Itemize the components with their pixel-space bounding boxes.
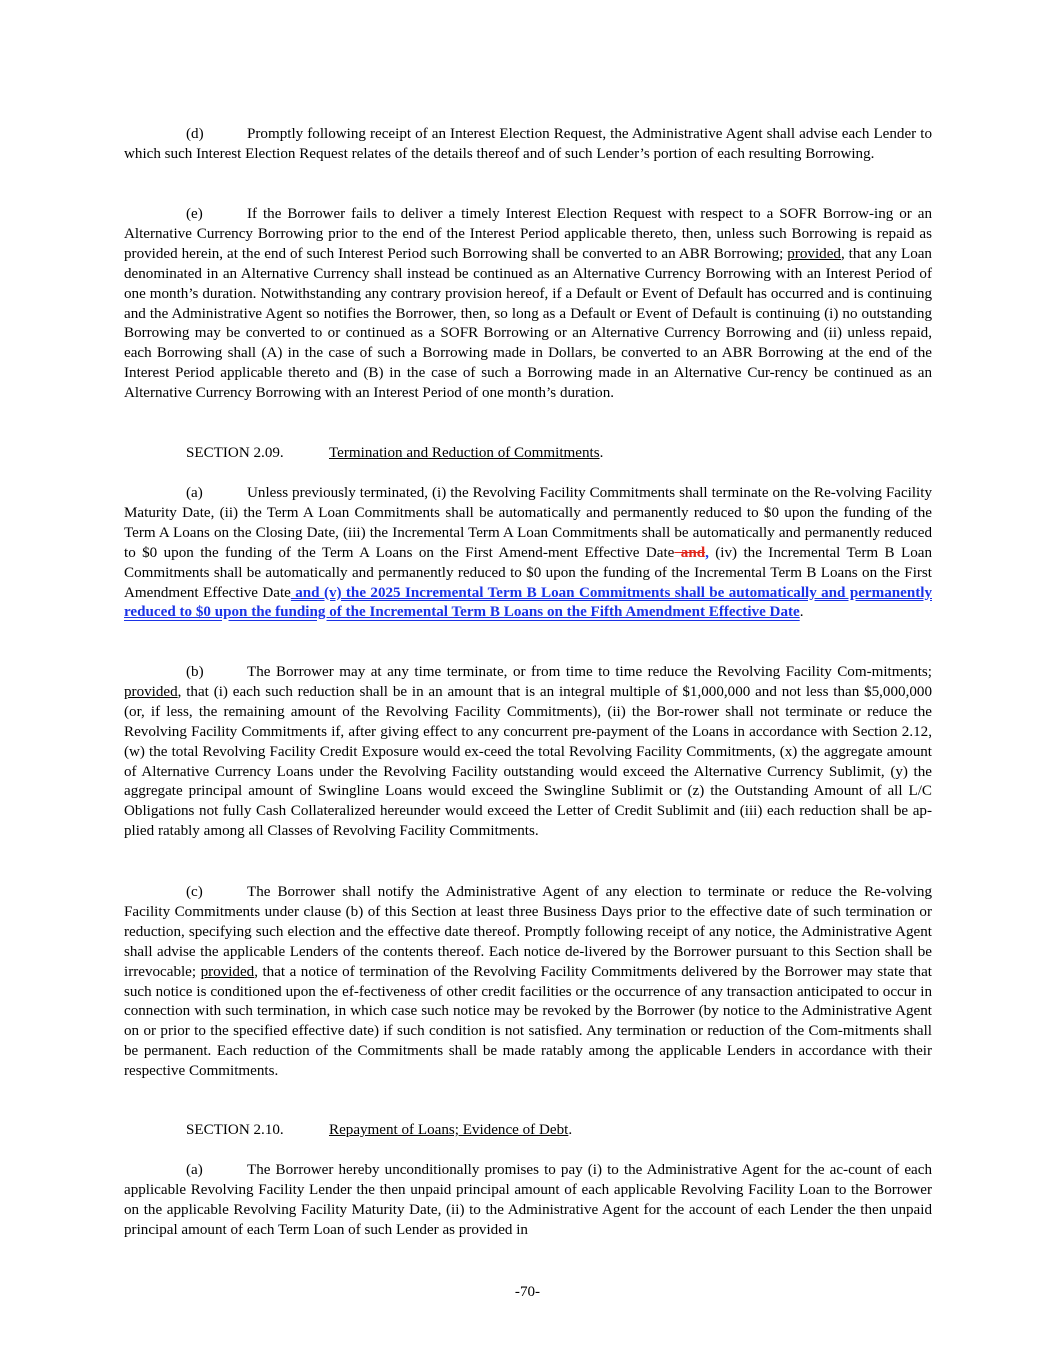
paragraph-text: The Borrower shall notify the Administrative Agent of any election to terminate or reduce the Re-volving Facility Commitments under clause (b) of this Section at least three Business Days prior to the effective date of such termination or reduction, specifying such election and the effective date thereof. Promptly following receipt of any notice, the Administrative Agent shall advise the applicable Lenders of the contents thereof. Each notice de-livered by the Borrower pursuant to this Section shall be irrevocable;	[124, 884, 932, 980]
paragraph-text: , that any Loan denominated in an Alternative Currency shall instead be continued as an Alternative Currency Borrowing with an Interest Period of one month’s duration. Notwithstanding any contrary provision hereof, if a Default or Event of Default has occurred and is continuing and the Administrative Agent so notifies the Borrower, then, so long as a Default or Event of Default is continuing (i) no outstanding Borrowing may be converted to or continued as a SOFR Borrowing or an Alternative Currency Borrowing and (ii) unless repaid, each Borrowing shall (A) in the case of such a Borrowing made in Dollars, be converted to an ABR Borrowing at the end of the Interest Period applicable thereto and (B) in the case of such a Borrowing made in an Alternative Cur-rency be continued as an Alternative Currency Borrowing with an Interest Period of one month’s duration.	[124, 245, 932, 402]
paragraph-2-10-a	[124, 1161, 932, 1241]
paragraph-label: (c)	[186, 884, 203, 900]
deleted-text: and	[674, 544, 706, 561]
paragraph-d	[124, 125, 932, 165]
paragraph-text: , that (i) each such reduction shall be in an amount that is an integral multiple of $1,000,000 and not less than $5,000,000 (or, if less, the remaining amount of the Revolving Facility Commitments), (ii) the Bor-rower shall not terminate or reduce the Revolving Facility Commitments if, after giving effect to any concurrent pre-payment of the Loans in accordance with Section 2.12, (w) the total Revolving Facility Credit Exposure would ex-ceed the total Revolving Facility Commitments, (x) the aggregate amount of Alternative Currency Loans under the Revolving Facility outstanding would exceed the Alternative Currency Sublimit, (y) the aggregate principal amount of Swingline Loans would exceed the Swingline Sublimit or (z) the Outstanding Amount of all L/C Obligations not fully Cash Collateralized hereunder would exceed the Letter of Credit Sublimit and (iii) each reduction shall be ap-plied ratably among all Classes of Revolving Facility Commitments.	[124, 683, 932, 840]
paragraph-text: Unless previously terminated, (i) the Revolving Facility Commitments shall terminate on the Re-volving Facility Maturity Date, (ii) the Term A Loan Commitments shall be automatically and permanently reduced to $0 upon the funding of the Term A Loans on the Closing Date, (iii) the Incremental Term A Loan Commitments shall be automatically and permanently reduced to $0 upon the funding of the Term A Loans on the First Amend-ment Effective Date	[124, 485, 932, 561]
paragraph-label: (a)	[186, 1162, 203, 1178]
page-number: -70-	[514, 1284, 541, 1300]
paragraph-text: (iv) the Incremental Term B Loan Commitments shall be automatically and permanently reduced to $0 upon the funding of the Incremental Term B Loans on the First Amendment Effective Date	[124, 544, 932, 601]
paragraph-label: (a)	[186, 485, 203, 501]
section-title: Termination and Reduction of Commitments	[329, 445, 600, 461]
inserted-comma: ,	[705, 544, 709, 561]
paragraph-label: (b)	[186, 664, 204, 680]
provided-term: provided	[124, 683, 178, 700]
section-number: SECTION 2.09.	[186, 445, 284, 461]
provided-term: provided	[787, 245, 841, 262]
paragraph-text: The Borrower hereby unconditionally promises to pay (i) to the Administrative Agent for the ac-count of each applicable Revolving Facility Lender the then unpaid principal amount of each applicable Revolving Facility Loan to the Borrower on the applicable Revolving Facility Maturity Date, (ii) to the Administrative Agent for the account of each Lender the then unpaid principal amount of each Term Loan of such Lender as provided in	[124, 1162, 932, 1238]
section-heading-2-10: SECTION 2.10. Repayment of Loans; Evidence of Debt.	[186, 1121, 572, 1141]
paragraph-text: Promptly following receipt of an Interest Election Request, the Administrative Agent shall advise each Lender to which such Interest Election Request relates of the details thereof and of such Lender’s portion of each resulting Borrowing.	[124, 126, 932, 162]
section-number: SECTION 2.10.	[186, 1122, 284, 1138]
section-title: Repayment of Loans; Evidence of Debt	[329, 1122, 569, 1138]
provided-term: provided	[200, 963, 255, 980]
paragraph-e	[124, 205, 932, 404]
paragraph-label: (d)	[186, 126, 204, 142]
paragraph-text: If the Borrower fails to deliver a timely Interest Election Request with respect to a SOFR Borrow-ing or an Alternative Currency Borrowing prior to the end of the Interest Period applicable thereto, then, unless such Borrowing is repaid as provided herein, at the end of such Interest Period such Borrowing shall be converted to an ABR Borrowing;	[124, 206, 932, 262]
section-heading-2-09: SECTION 2.09. Termination and Reduction of Commitments.	[186, 444, 603, 464]
paragraph-label: (e)	[186, 206, 203, 222]
inserted-text: and (v) the 2025 Incremental Term B Loan Commitments shall be automatically and permanently reduced to $0 upon the funding of the Incremental Term B Loans on the Fifth Amendment Effective Date	[124, 584, 932, 621]
paragraph-2-09-c	[124, 883, 932, 1082]
paragraph-2-09-a: (a) Unless previously terminated, (i) the Revolving Facility Commitments shall terminate on the Re-volving Facility Maturity Date, (ii) the Term A Loan Commitments shall be automatically and permanently reduced to $0 upon the funding of the Term A Loans on the Closing Date, (iii) the Incremental Term A Loan Commitments shall be automatically and permanently reduced to $0 upon the funding of the Term A Loans on the First Amend-ment Effective Date and, (iv) the Incremental Term B Loan Commitments shall be automatically and permanently reduced to $0 upon the funding of the Incremental Term B Loans on the First Amendment Effective Date and (v) the 2025 Incremental Term B Loan Commitments shall be automatically and permanently reduced to $0 upon the funding of the Incremental Term B Loans on the Fifth Amendment Effective Date.	[124, 485, 932, 621]
paragraph-2-09-b	[124, 663, 932, 842]
paragraph-text: The Borrower may at any time terminate, or from time to time reduce the Revolving Facility Com-mitments;	[247, 664, 932, 680]
paragraph-text: , that a notice of termination of the Revolving Facility Commitments delivered by the Borrower may state that such notice is conditioned upon the ef-fectiveness of other credit facilities or the occurrence of any transaction anticipated to occur in connection with such termination, in which case such notice may be revoked by the Borrower (by notice to the Administrative Agent on or prior to the specified effective date) if such condition is not satisfied. Any termination or reduction of the Com-mitments shall be permanent. Each reduction of the Commitments shall be made ratably among the applicable Lenders in accordance with their respective Commitments.	[124, 963, 932, 1080]
